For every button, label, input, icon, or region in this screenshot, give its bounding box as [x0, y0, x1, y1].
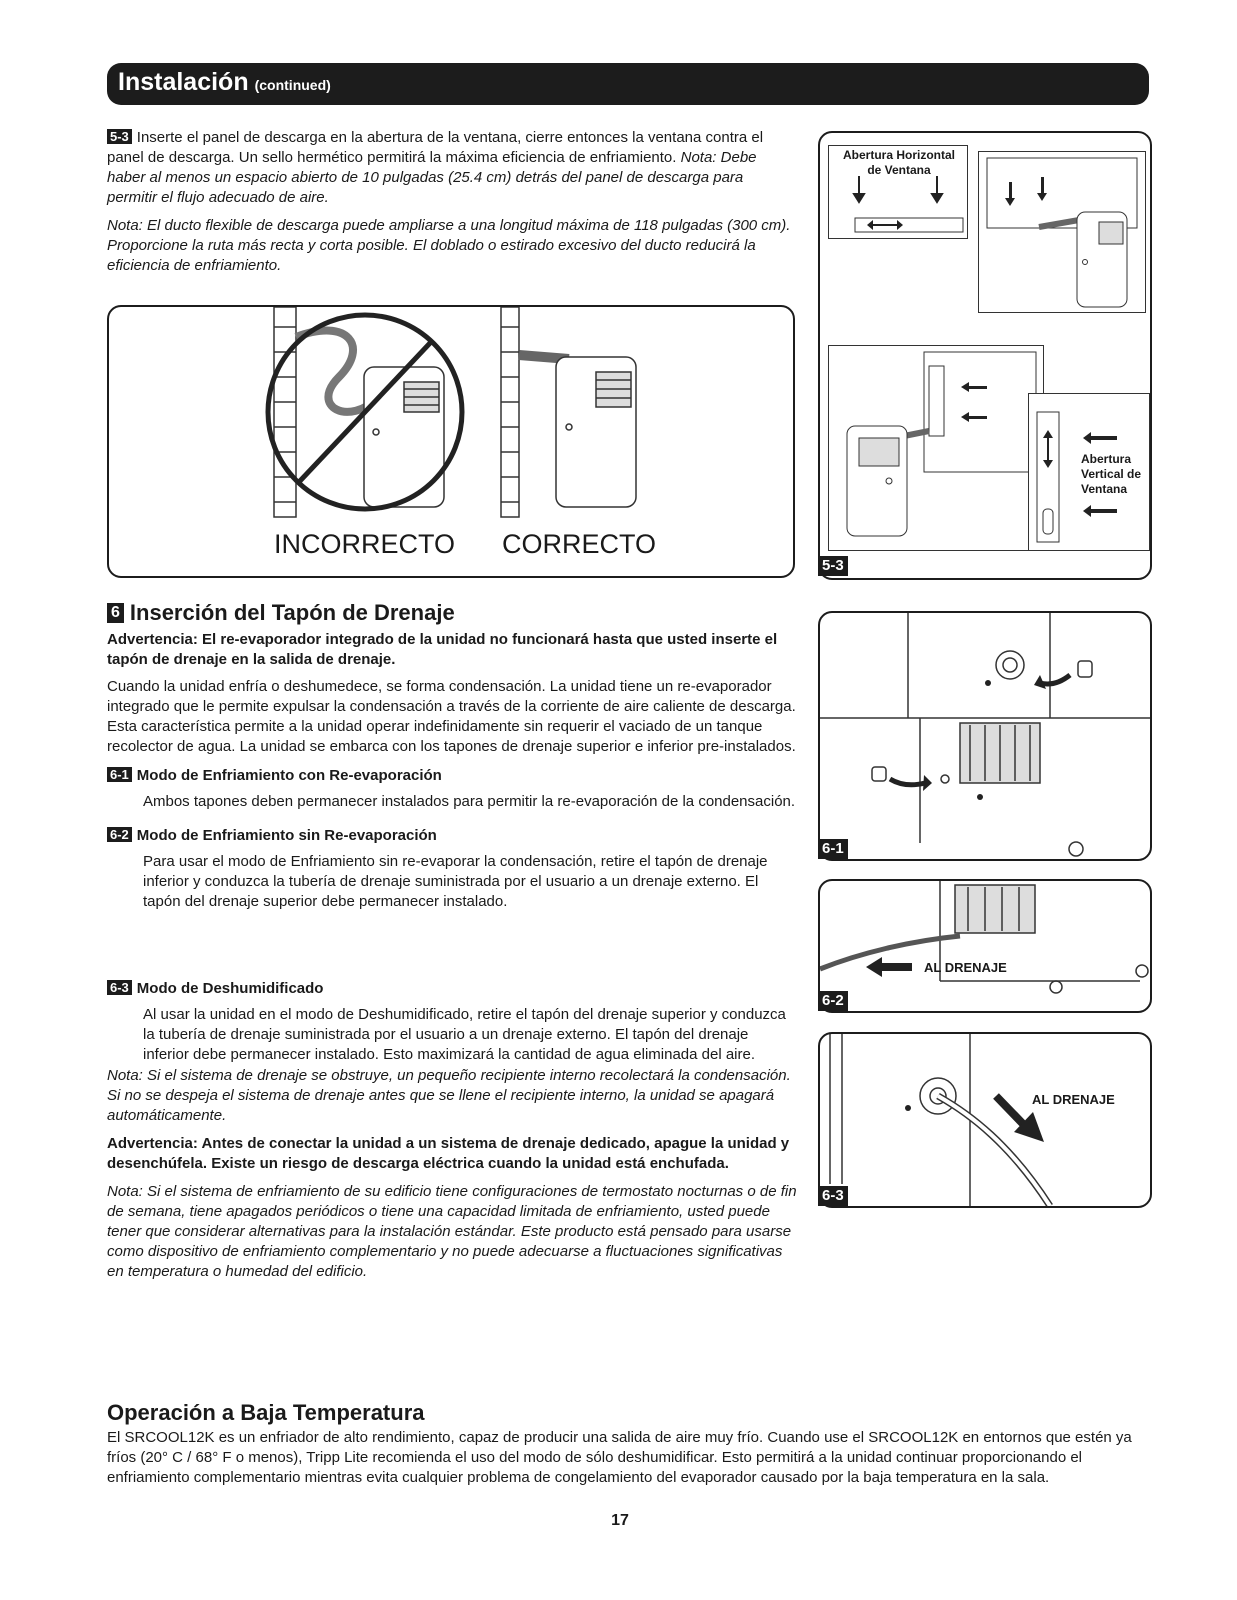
step-tag-6-2: 6-2	[107, 827, 132, 842]
vertical-window-drawing	[829, 346, 1043, 550]
window-install-illustration	[978, 151, 1146, 313]
step-6-1-heading	[107, 767, 797, 784]
vertical-window-illustration	[828, 345, 1044, 551]
step-tag-6-1: 6-1	[107, 767, 132, 782]
figure-6-3	[818, 1032, 1152, 1208]
low-temperature-section	[107, 1400, 1147, 1488]
section-6-body: Cuando la unidad enfría o deshumedece, se forma condensación. La unidad tiene un re-evaporador integrado que le permite expulsar la condensación a través de la corriente de aire caliente de descarga. Esta característica permite a la unidad operar indefinidamente sin requerir el vaciado de un tanque recolector de agua. La unidad se embarca con los tapones de drenaje superior e inferior pre-instalados.	[107, 678, 796, 755]
step-6-3-heading	[107, 980, 797, 997]
horizontal-window-illustration	[829, 146, 967, 238]
horizontal-window-label: Abertura Horizontal de Ventana	[843, 148, 956, 177]
figure-6-2-illustration	[820, 881, 1150, 1011]
drain-note: Nota: Si el sistema de drenaje se obstruye, un pequeño recipiente interno recolectará la condensación. Si no se despeja el sistema de drenaje antes que se llene el recipiente interno, la unidad se apagará automáticamente.	[107, 1067, 791, 1124]
horizontal-window-panel	[828, 145, 968, 239]
to-drain-label-6-2: AL DRENAJE	[924, 960, 1007, 975]
step-6-1-title: Modo de Enfriamiento con Re-evaporación	[136, 767, 442, 784]
step-5-3-note: Nota: Debe haber al menos un espacio abierto de 10 pulgadas (25.4 cm) detrás del panel de descarga para permitir el flujo adecuado de aire.	[107, 149, 757, 206]
section-tag-6: 6	[107, 603, 124, 623]
step-6-1-text: Ambos tapones deben permanecer instalados para permitir la re-evaporación de la condensación.	[143, 793, 796, 810]
low-temperature-title: Operación a Baja Temperatura	[107, 1400, 425, 1425]
duct-comparison-figure	[107, 305, 795, 578]
low-temperature-text: El SRCOOL12K es un enfriador de alto rendimiento, capaz de producir una salida de aire muy frío. Cuando use el SRCOOL12K en entornos que estén ya fríos (20° C / 68° F o menos), Tripp Lite recomienda el uso del modo de sólo deshumidificar. Esto permitirá a la unidad continuar proporcionando el enfriamiento complementario mientras evita cualquier problema de congelamiento del evaporador causado por la baja temperatura en la sala.	[107, 1429, 1132, 1486]
duct-note: Nota: El ducto flexible de descarga puede ampliarse a una longitud máxima de 118 pulgadas (300 cm). Proporcione la ruta más recta y corta posible. El doblado o estirado excesivo del ducto reducirá la eficiencia de enfriamiento.	[107, 217, 791, 274]
step-6-2-text: Para usar el modo de Enfriamiento sin re-evaporar la condensación, retire el tapón de drenaje inferior y conduzca la tubería de drenaje suministrada por el usuario a un drenaje externo. El tapón del drenaje superior debe permanecer instalado.	[143, 853, 768, 910]
vertical-window-label-1: Abertura	[1081, 452, 1132, 466]
step-tag-6-3: 6-3	[107, 980, 132, 995]
header-title-text: Instalación	[118, 68, 249, 96]
section-6-title: Inserción del Tapón de Drenaje	[129, 600, 455, 625]
vertical-window-panel	[1028, 393, 1150, 551]
figure-tag-6-1: 6-1	[818, 839, 848, 859]
building-note: Nota: Si el sistema de enfriamiento de su edificio tiene configuraciones de termostato nocturnas o de fin de semana, tiene apagados periódicos o tiene una capacidad limitada de enfriamiento, usted puede tener que considerar alternativas para la instalación estándar. Este producto está pensado para usarse como dispositivo de enfriamiento complementario y no puede adecuarse a fluctuaciones significativas en temperatura o humedad del edificio.	[107, 1183, 797, 1280]
figure-6-1-illustration	[820, 613, 1150, 859]
incorrect-label: INCORRECTO	[274, 529, 456, 559]
vertical-window-label-3: Ventana	[1081, 482, 1128, 496]
step-6-3-text: Al usar la unidad en el modo de Deshumidificado, retire el tapón del drenaje superior y conduzca la tubería de drenaje suministrada por el usuario a un drenaje externo. El tapón del drenaje inferior debe permanecer instalado. Esto maximizará la cantidad de agua eliminada del aire.	[143, 1006, 786, 1063]
step-5-3-text: Inserte el panel de descarga en la abertura de la ventana, cierre entonces la ventana contra el panel de descarga. Un sello hermético permitirá la máxima eficiencia de enfriamiento.	[107, 129, 764, 166]
figure-tag-6-2: 6-2	[818, 991, 848, 1011]
header-suffix: (continued)	[254, 77, 331, 93]
figure-tag-5-3: 5-3	[818, 556, 848, 576]
step-6-2-heading	[107, 827, 797, 844]
section-5-3	[107, 128, 797, 276]
correct-label: CORRECTO	[502, 529, 657, 559]
section-6-heading	[107, 600, 797, 626]
step-6-3-title: Modo de Deshumidificado	[136, 980, 324, 997]
figure-6-1	[818, 611, 1152, 861]
step-6-2-title: Modo de Enfriamiento sin Re-evaporación	[136, 827, 437, 844]
window-install-drawing	[979, 152, 1145, 312]
section-6	[107, 600, 797, 1282]
section-6-warning: Advertencia: El re-evaporador integrado de la unidad no funcionará hasta que usted inserte el tapón de drenaje en la salida de drenaje.	[107, 631, 778, 668]
step-tag-5-3: 5-3	[107, 129, 132, 144]
figure-tag-6-3: 6-3	[818, 1186, 848, 1206]
to-drain-label-6-3: AL DRENAJE	[1032, 1092, 1115, 1107]
vertical-window-label-2: Vertical de	[1081, 467, 1142, 481]
figure-6-3-illustration	[820, 1034, 1150, 1206]
figure-6-2	[818, 879, 1152, 1013]
page-header-title	[118, 68, 331, 97]
page-number: 17	[611, 1512, 629, 1529]
electric-warning: Advertencia: Antes de conectar la unidad a un sistema de drenaje dedicado, apague la unidad y desenchúfela. Existe un riesgo de descarga eléctrica cuando la unidad está enchufada.	[107, 1135, 790, 1172]
figure-5-3	[818, 131, 1152, 580]
